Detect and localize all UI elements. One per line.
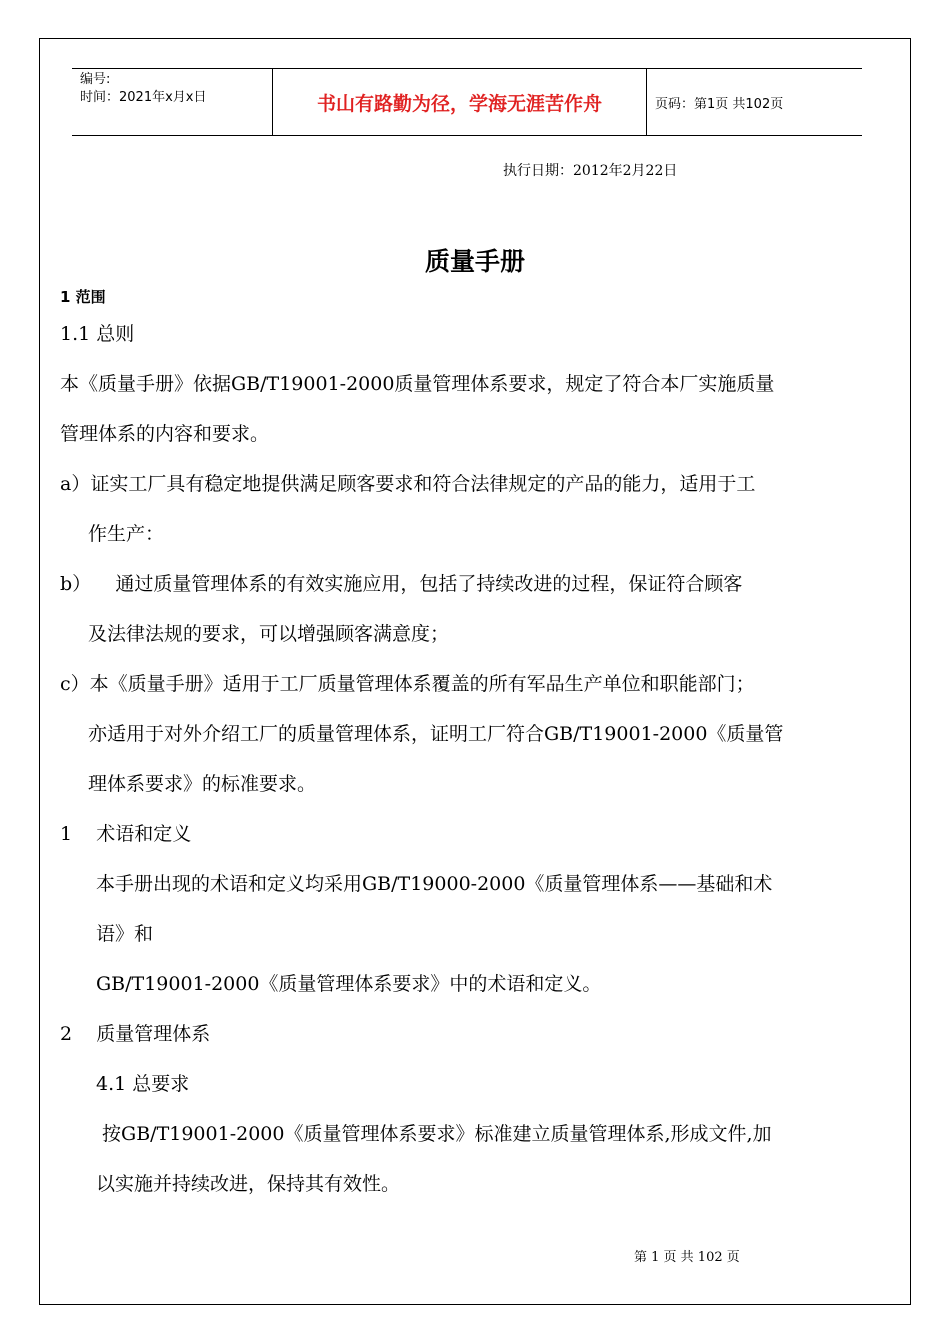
list-item-b-cont: 及法律法规的要求，可以增强顾客满意度； (88, 623, 450, 645)
list-item-c-cont: 理体系要求》的标准要求。 (88, 773, 317, 795)
section-heading: 1 范围 (60, 288, 106, 306)
subsection-heading: 4.1 总要求 (96, 1073, 190, 1095)
list-item-a-cont: 作生产： (88, 523, 165, 545)
header-motto: 书山有路勤为径，学海无涯苦作舟 (273, 69, 647, 135)
paragraph-line: GB/T19001-2000《质量管理体系要求》中的术语和定义。 (96, 973, 602, 995)
page-footer: 第 1 页 共 102 页 (634, 1250, 740, 1265)
list-item-a: a）证实工厂具有稳定地提供满足顾客要求和符合法律规定的产品的能力，适用于工 (60, 473, 756, 495)
execution-date: 执行日期：2012年2月22日 (503, 163, 678, 179)
subsection-heading: 1.1 总则 (60, 323, 135, 345)
paragraph-line: 以实施并持续改进，保持其有效性。 (96, 1173, 401, 1195)
document-number-label: 编号: (80, 72, 111, 87)
header-page-info: 页码：第1页 共102页 (655, 96, 784, 112)
paragraph-line: 语》和 (96, 923, 154, 945)
paragraph-line: 本《质量手册》依据GB/T19001-2000质量管理体系要求，规定了符合本厂实施质量 (60, 373, 775, 395)
header-left-cell (72, 69, 273, 135)
paragraph-line: 本手册出现的术语和定义均采用GB/T19000-2000《质量管理体系——基础和术 (96, 873, 773, 895)
document-title: 质量手册 (424, 247, 525, 276)
section-terms-heading: 1 术语和定义 (60, 823, 192, 845)
section-qms-heading: 2 质量管理体系 (60, 1023, 211, 1045)
list-item-b: b） 通过质量管理体系的有效实施应用，包括了持续改进的过程，保证符合顾客 (60, 573, 743, 595)
list-item-c-cont: 亦适用于对外介绍工厂的质量管理体系，证明工厂符合GB/T19001-2000《质量管 (88, 723, 784, 745)
paragraph-line: 管理体系的内容和要求。 (60, 423, 270, 445)
list-item-c: c）本《质量手册》适用于工厂质量管理体系覆盖的所有军品生产单位和职能部门； (60, 673, 755, 695)
header-table (72, 68, 862, 136)
document-date-label: 时间：2021年x月x日 (80, 90, 207, 105)
paragraph-line: 按GB/T19001-2000《质量管理体系要求》标准建立质量管理体系,形成文件,加 (96, 1123, 772, 1145)
